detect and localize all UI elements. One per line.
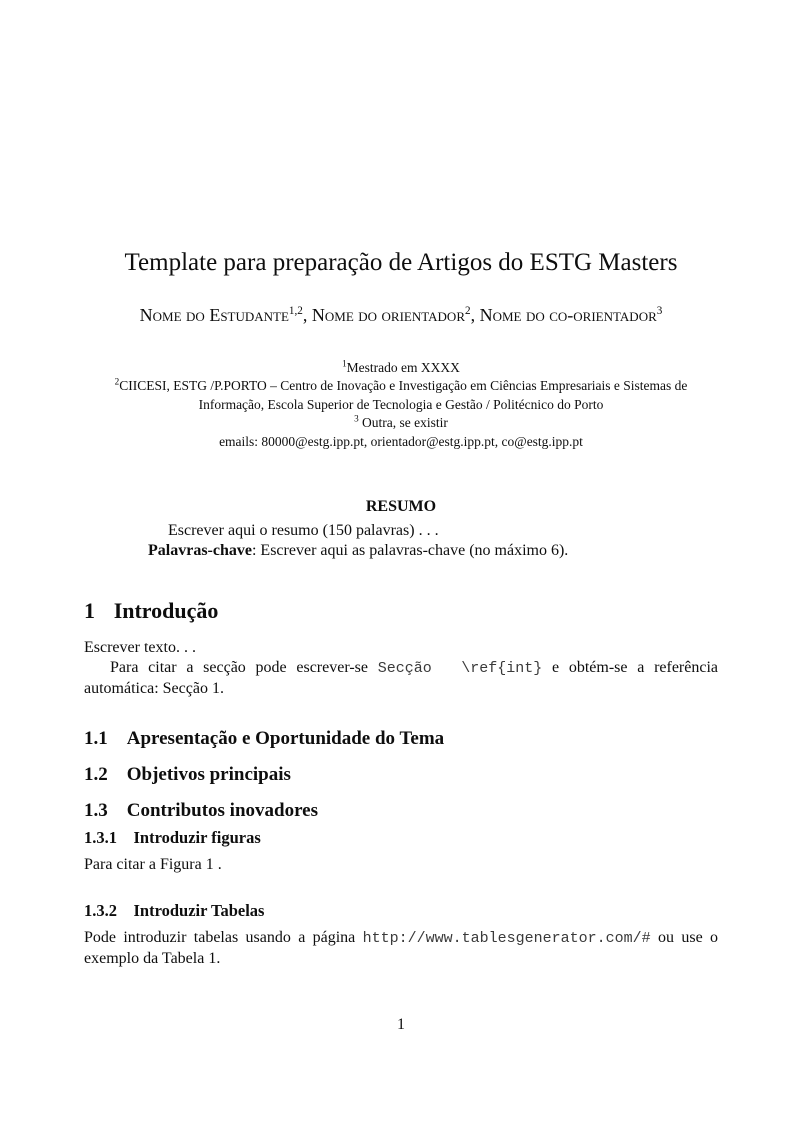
section-title: Introduzir figuras [133,828,261,847]
affiliation-superscript: 3 [354,413,359,424]
affiliation-superscript: 1 [342,358,347,368]
author-separator: , [302,305,312,325]
section-heading-introducao [84,597,718,625]
url-text: http://www.tablesgenerator.com/# [362,930,651,947]
affiliations-block [84,359,718,452]
author-affiliation-superscript: 2 [465,305,471,317]
author-student [140,305,312,325]
keywords-label: Palavras-chave [148,542,252,559]
paragraph-text: Pode introduzir tabelas usando a página [84,929,363,946]
paragraph-text: Para citar a secção pode escrever-se [110,659,378,676]
affiliation-text: Mestrado em XXXX [346,359,460,375]
section-title: Objetivos principais [126,764,291,785]
section-number: 1 [84,598,95,623]
author-affiliation-superscript: 1,2 [288,305,303,317]
author-name: Nome do orientador [311,305,465,325]
figures-paragraph: Para citar a Figura 1 . [84,856,222,873]
page-number: 1 [397,1016,405,1033]
affiliation-text: Outra, se existir [358,415,448,430]
abstract-text: Escrever aqui o resumo (150 palavras) . . . [168,522,439,539]
affiliation-line [84,414,718,433]
section-title: Introduzir Tabelas [133,901,265,920]
section-title: Contributos inovadores [126,800,319,821]
tables-paragraph [84,928,718,969]
section-number: 1.3 [84,800,108,821]
latex-code-snippet: Secção \ref{int} [377,660,543,677]
paragraph-text: e obtém-se a referência automática: Secção 1. [84,659,719,697]
section-title: Introdução [113,598,219,623]
subsection-heading-apresentacao [84,726,718,751]
paper-title: Template para preparação de Artigos do ESTG Masters [124,249,678,276]
authors-line [101,303,701,328]
section-number: 1.1 [84,728,108,749]
keywords-line [148,541,654,561]
abstract-block [84,521,718,561]
section-title: Apresentação e Oportunidade do Tema [126,728,445,749]
author-name: Nome do Estudante [139,305,289,325]
section-number: 1.3.2 [84,901,117,920]
subsubsection-heading-tabelas [84,900,718,922]
subsection-heading-objetivos [84,762,718,787]
page-content [84,0,718,1035]
author-name: Nome do co-orientador [479,305,657,325]
author-separator: , [470,305,480,325]
abstract-heading: RESUMO [365,498,437,515]
affiliation-text: CIICESI, ESTG /P.PORTO – Centro de Inovação e Investigação em Ciências Empresariais e Sistemas de Informação, Escola Superior de Tecnologia e Gestão / Politécnico do Porto [119,378,688,412]
subsubsection-heading-figuras [84,827,718,849]
intro-paragraph-2 [84,658,718,699]
author-co-advisor [480,305,663,325]
section-number: 1.2 [84,764,108,785]
affiliation-line [84,377,718,414]
section-number: 1.3.1 [84,828,117,847]
author-affiliation-superscript: 3 [656,305,663,317]
keywords-text: : Escrever aqui as palavras-chave (no máximo 6). [251,542,569,559]
emails-line: emails: 80000@estg.ipp.pt, orientador@estg.ipp.pt, co@estg.ipp.pt [219,433,583,449]
affiliation-line [84,359,718,378]
intro-paragraph-1: Escrever texto. . . [84,639,196,656]
subsection-heading-contributos [84,798,718,823]
affiliation-superscript: 2 [114,376,120,387]
author-advisor [312,305,480,325]
paragraph-text: ou use o exemplo da Tabela 1. [84,929,719,967]
